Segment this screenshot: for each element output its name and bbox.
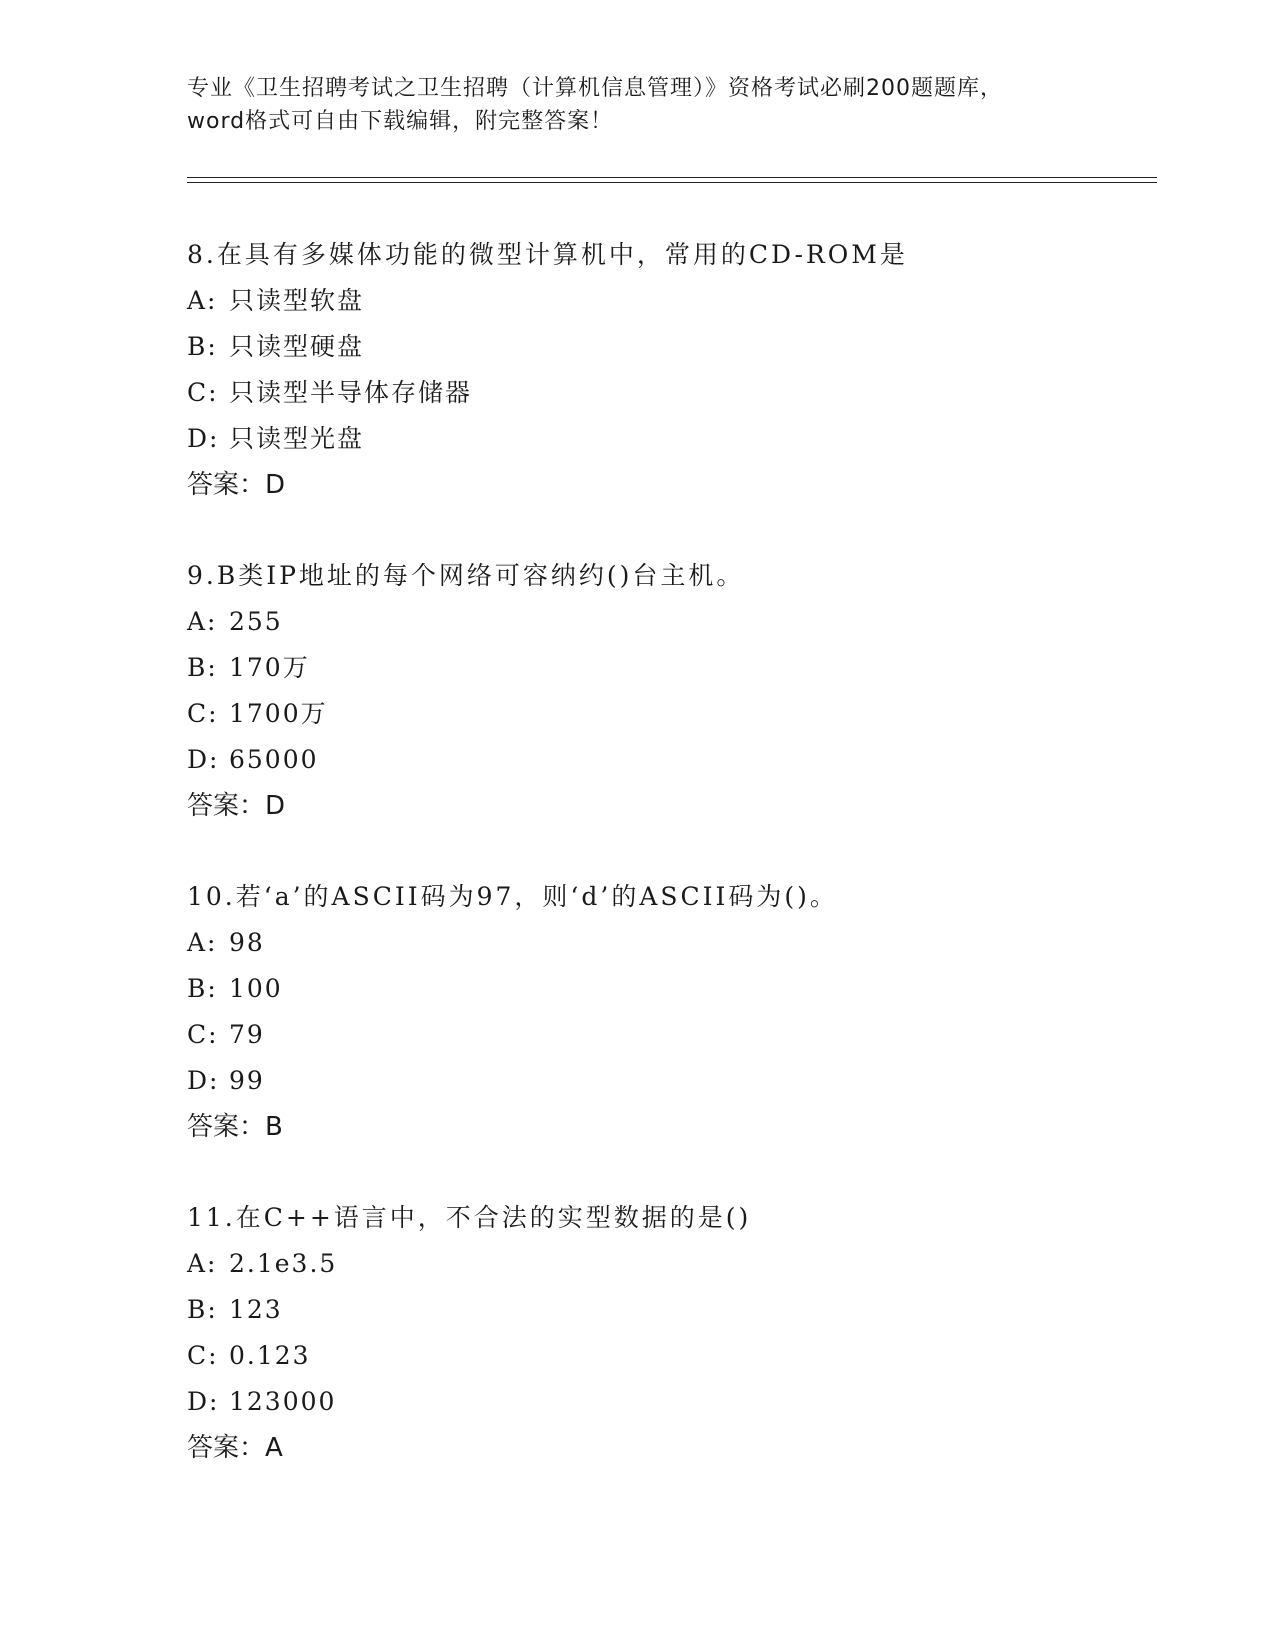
option-a (187, 1241, 1167, 1287)
question-stem: 9.B类IP地址的每个网络可容纳约()台主机。 (187, 561, 745, 590)
option-text: 100 (229, 974, 283, 1003)
header-divider-top (187, 177, 1157, 178)
header-divider-bottom (187, 182, 1157, 183)
option-text: 123 (229, 1295, 283, 1324)
option-c (187, 691, 1167, 737)
option-letter: D: (187, 1066, 220, 1095)
option-letter: B: (187, 653, 218, 682)
option-c (187, 1012, 1167, 1058)
option-letter: D: (187, 745, 220, 774)
option-text: 只读型软盘 (229, 286, 365, 315)
option-letter: C: (187, 378, 219, 407)
option-letter: D: (187, 1387, 220, 1416)
question-8 (187, 232, 1167, 508)
question-9 (187, 553, 1167, 829)
option-d (187, 1379, 1167, 1425)
option-letter: A: (187, 928, 218, 957)
option-text: 98 (229, 928, 265, 957)
option-letter: A: (187, 1249, 218, 1278)
option-letter: B: (187, 974, 218, 1003)
option-a (187, 278, 1167, 324)
answer-line: 答案：D (187, 470, 286, 500)
option-b (187, 1287, 1167, 1333)
option-letter: C: (187, 1020, 219, 1049)
option-letter: B: (187, 1295, 218, 1324)
option-b (187, 324, 1167, 370)
option-text: 2.1e3.5 (229, 1249, 338, 1278)
answer-line: 答案：B (187, 1112, 283, 1142)
question-stem: 10.若‘a’的ASCII码为97，则‘d’的ASCII码为()。 (187, 882, 838, 911)
option-a (187, 599, 1167, 645)
option-text: 65000 (229, 745, 319, 774)
option-text: 只读型半导体存储器 (229, 378, 473, 407)
option-text: 255 (229, 607, 283, 636)
option-text: 170万 (229, 653, 310, 682)
option-letter: B: (187, 332, 218, 361)
header-line-1: 专业《卫生招聘考试之卫生招聘（计算机信息管理）》资格考试必刷200题题库， (187, 76, 1003, 101)
option-a (187, 920, 1167, 966)
option-text: 只读型光盘 (229, 424, 365, 453)
option-b (187, 966, 1167, 1012)
option-c (187, 1333, 1167, 1379)
option-text: 1700万 (229, 699, 328, 728)
question-list (187, 232, 1167, 1516)
option-d (187, 737, 1167, 783)
option-c (187, 370, 1167, 416)
question-11 (187, 1195, 1167, 1471)
option-letter: A: (187, 607, 218, 636)
option-letter: C: (187, 699, 219, 728)
option-letter: A: (187, 286, 218, 315)
answer-line: 答案：D (187, 791, 286, 821)
question-10 (187, 874, 1167, 1150)
option-letter: D: (187, 424, 220, 453)
answer-line: 答案：A (187, 1433, 283, 1463)
document-header (187, 72, 1087, 138)
option-text: 123000 (229, 1387, 337, 1416)
option-text: 0.123 (229, 1341, 311, 1370)
header-line-2: word格式可自由下载编辑，附完整答案！ (187, 109, 614, 134)
option-letter: C: (187, 1341, 219, 1370)
option-d (187, 416, 1167, 462)
option-text: 99 (229, 1066, 265, 1095)
question-stem: 8.在具有多媒体功能的微型计算机中，常用的CD-ROM是 (187, 240, 908, 269)
option-text: 只读型硬盘 (229, 332, 365, 361)
option-b (187, 645, 1167, 691)
option-d (187, 1058, 1167, 1104)
question-stem: 11.在C++语言中，不合法的实型数据的是() (187, 1203, 752, 1232)
option-text: 79 (229, 1020, 265, 1049)
